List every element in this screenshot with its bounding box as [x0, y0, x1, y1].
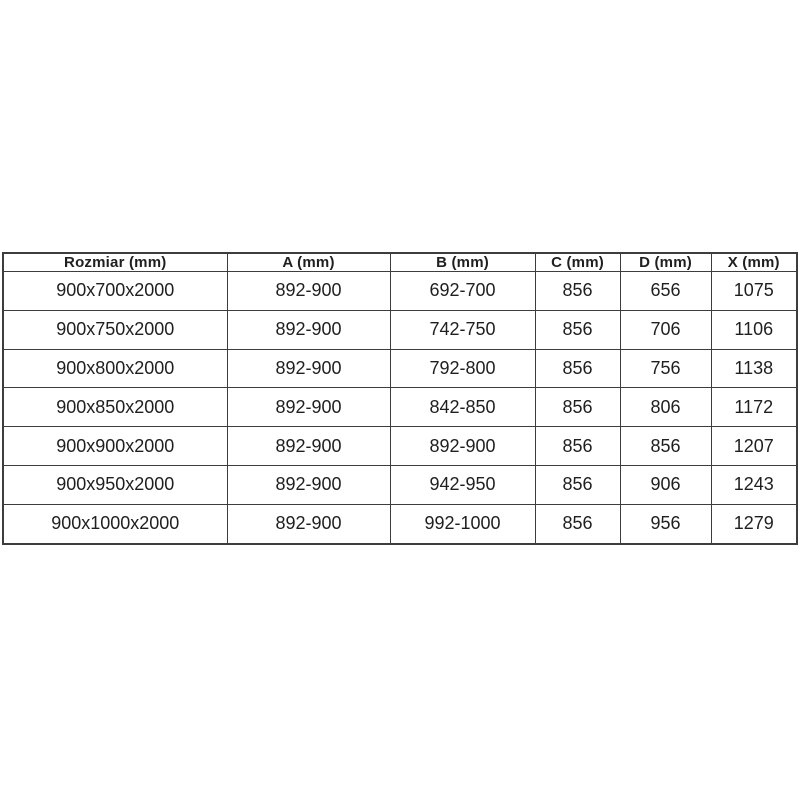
table-cell: 992-1000: [390, 504, 535, 544]
table-cell: 856: [535, 504, 620, 544]
table-row: [3, 349, 797, 388]
table-cell: 942-950: [390, 465, 535, 504]
dimensions-table: [2, 252, 798, 545]
dimensions-table-container: [2, 252, 796, 545]
column-header: Rozmiar (mm): [3, 253, 227, 272]
table-cell: 900x1000x2000: [3, 504, 227, 544]
table-header-row: [3, 253, 797, 272]
table-cell: 1243: [711, 465, 797, 504]
table-cell: 900x700x2000: [3, 272, 227, 311]
table-cell: 1138: [711, 349, 797, 388]
table-cell: 856: [535, 465, 620, 504]
table-cell: 900x850x2000: [3, 388, 227, 427]
table-cell: 656: [620, 272, 711, 311]
table-cell: 806: [620, 388, 711, 427]
table-cell: 892-900: [227, 504, 390, 544]
table-cell: 892-900: [227, 388, 390, 427]
table-cell: 892-900: [227, 310, 390, 349]
table-cell: 1106: [711, 310, 797, 349]
table-row: [3, 272, 797, 311]
table-cell: 1172: [711, 388, 797, 427]
table-cell: 900x800x2000: [3, 349, 227, 388]
table-cell: 906: [620, 465, 711, 504]
table-cell: 900x750x2000: [3, 310, 227, 349]
table-body: [3, 272, 797, 545]
table-cell: 892-900: [227, 465, 390, 504]
table-row: [3, 310, 797, 349]
column-header: X (mm): [711, 253, 797, 272]
table-cell: 792-800: [390, 349, 535, 388]
table-cell: 1075: [711, 272, 797, 311]
column-header: D (mm): [620, 253, 711, 272]
column-header: B (mm): [390, 253, 535, 272]
table-cell: 856: [535, 272, 620, 311]
table-cell: 856: [535, 349, 620, 388]
table-row: [3, 427, 797, 466]
table-row: [3, 504, 797, 544]
table-cell: 956: [620, 504, 711, 544]
table-row: [3, 388, 797, 427]
table-cell: 842-850: [390, 388, 535, 427]
table-cell: 756: [620, 349, 711, 388]
table-cell: 900x950x2000: [3, 465, 227, 504]
table-cell: 856: [535, 310, 620, 349]
table-cell: 742-750: [390, 310, 535, 349]
table-cell: 706: [620, 310, 711, 349]
table-cell: 892-900: [227, 427, 390, 466]
table-cell: 1207: [711, 427, 797, 466]
table-cell: 856: [535, 427, 620, 466]
column-header: A (mm): [227, 253, 390, 272]
table-cell: 892-900: [390, 427, 535, 466]
table-cell: 856: [620, 427, 711, 466]
table-cell: 692-700: [390, 272, 535, 311]
table-cell: 892-900: [227, 272, 390, 311]
table-head: [3, 253, 797, 272]
column-header: C (mm): [535, 253, 620, 272]
table-cell: 1279: [711, 504, 797, 544]
table-row: [3, 465, 797, 504]
table-cell: 892-900: [227, 349, 390, 388]
table-cell: 856: [535, 388, 620, 427]
table-cell: 900x900x2000: [3, 427, 227, 466]
